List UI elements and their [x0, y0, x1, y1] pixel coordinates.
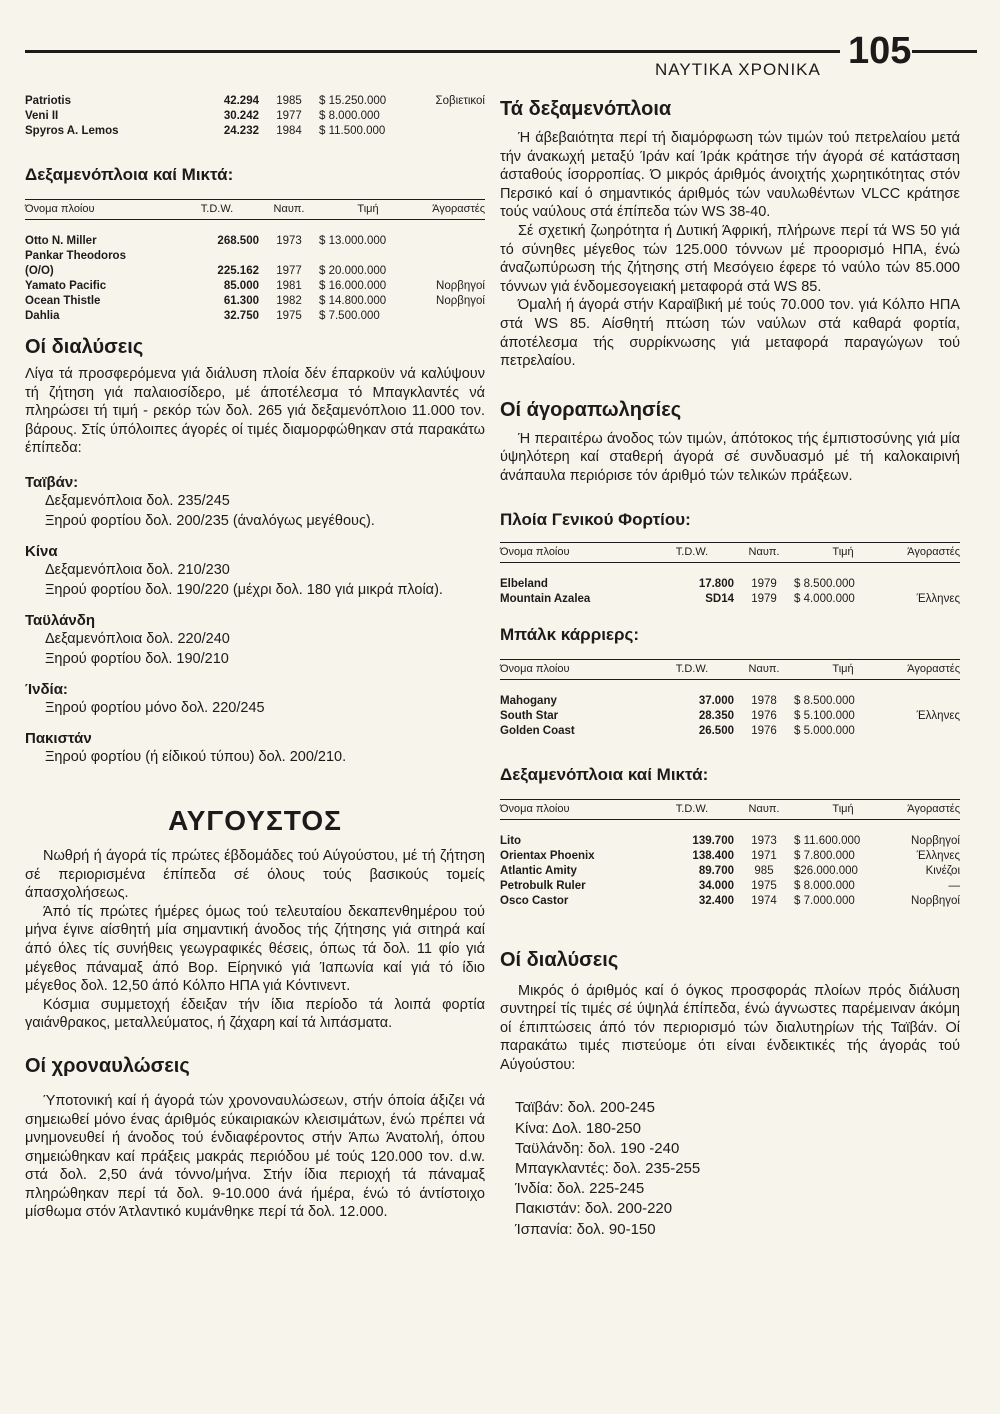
paragraph: Νωθρή ή άγορά τίς πρώτες έβδομάδες τού Αύγούστου, μέ τή ζήτηση σέ περιορισμένα έπίπεδα σέ όλους τούς βασικούς τομείς άπασχολήσεως. [25, 847, 485, 902]
ship-price [319, 249, 417, 264]
paragraph: Σέ σχετική ζωηρότητα ή Δυτική Άφρική, πλήρωνε περί τά WS 50 γιά τό σύνηθες μέγεθος τών 125.000 τόννων μέ προορισμό ΗΠΑ, ένώ άναζωπύρωση τής ζήτησης στή Μεσόγειο έφερε τό ναύλο τών 85.000 τόννων γιά ένδομεσογειακή μεταφορά στά WS 85. [500, 222, 960, 295]
col-header-dwt: T.D.W. [675, 545, 709, 558]
col-header-name: Όνομα πλοίου [500, 545, 570, 558]
price-line: Δεξαμενόπλοια δολ. 220/240 [45, 630, 230, 647]
col-header-built: Ναυπ. [748, 662, 780, 675]
ship-year: 1978 [751, 694, 777, 707]
ship-buyer [417, 309, 485, 324]
table-row [500, 864, 960, 879]
table-header-row [25, 200, 485, 220]
ship-year: 1979 [751, 592, 777, 605]
table-row [25, 279, 485, 294]
page-number: 105 [848, 30, 912, 72]
country-label: Κίνα [25, 542, 58, 560]
ship-buyer: — [948, 879, 960, 892]
price-line: Δεξαμενόπλοια δολ. 210/230 [45, 561, 230, 578]
ship-dwt: 139.700 [692, 834, 734, 847]
tankers-heading: Δεξαμενόπλοια καί Μικτά: [25, 165, 234, 184]
timecharter-heading: Οί χροναυλώσεις [25, 1054, 190, 1077]
col-header-built: Ναυπ. [273, 203, 305, 215]
ship-buyer [892, 694, 960, 709]
col-header-buyers: Άγοραστές [907, 545, 960, 558]
price-line: Ξηρού φορτίου δολ. 190/220 (μέχρι δολ. 180 γιά μικρά πλοία). [45, 581, 443, 598]
ship-dwt: 37.000 [698, 694, 734, 707]
scrap-india [25, 681, 485, 718]
ship-year: 1981 [276, 280, 302, 292]
list-item: Πακιστάν: δολ. 200-220 [515, 1200, 673, 1218]
col-header-built: Ναυπ. [748, 545, 780, 558]
ship-name: South Star [500, 709, 559, 722]
ship-price: $ 7.500.000 [319, 310, 380, 322]
table-row [500, 724, 960, 739]
august-body [25, 847, 485, 1033]
ship-dwt: 26.500 [698, 724, 734, 737]
ship-dwt: 32.750 [223, 310, 259, 322]
ship-year: 985 [754, 864, 774, 877]
list-item: Κίνα: Δολ. 180-250 [515, 1119, 641, 1137]
table-row [500, 694, 960, 709]
ship-price: $ 5.000.000 [794, 724, 855, 737]
ship-name: Petrobulk Ruler [500, 879, 586, 892]
ship-buyer: Νορβηγοί [911, 834, 960, 847]
ship-year: 1973 [751, 834, 777, 847]
col-header-price: Τιμή [832, 802, 854, 815]
list-item: Μπαγκλαντές: δολ. 235-255 [515, 1160, 701, 1178]
ship-buyer: Έλληνες [916, 849, 960, 862]
ship-buyer [417, 264, 485, 279]
ship-year: 1975 [276, 310, 302, 322]
scrap-price-list [500, 1098, 960, 1239]
table-row [25, 309, 485, 324]
bulk-heading: Μπάλκ κάρριερς: [500, 624, 640, 644]
ship-dwt: 85.000 [223, 280, 259, 292]
table-row [25, 124, 485, 139]
tankers-market-heading: Τά δεξαμενόπλοια [500, 98, 672, 120]
ship-dwt: 28.350 [698, 709, 734, 722]
ship-year: 1971 [751, 849, 777, 862]
col-header-name: Όνομα πλοίου [500, 662, 570, 675]
ship-name: Patriotis [25, 95, 72, 107]
ship-price: $ 4.000.000 [794, 592, 855, 605]
ship-name: Lito [500, 834, 522, 847]
ship-price: $ 11.500.000 [319, 125, 386, 137]
paragraph: Ή περαιτέρω άνοδος τών τιμών, άπότοκος τής έμπιστοσύνης γιά μία ύψηλότερη καί σταθερή άγορά σέ συνδυασμό μέ τή καλοκαιρινή άνάπαυλα περιόρισε τόν άριθμό τών τελικών πράξεων. [500, 430, 960, 484]
ship-buyer: Σοβιετικοί [435, 95, 485, 107]
country-label: Ταϊβάν: [25, 473, 79, 491]
ship-year: 1985 [276, 95, 302, 107]
col-header-dwt: T.D.W. [200, 203, 234, 215]
col-header-buyers: Άγοραστές [907, 662, 960, 675]
scrap-thailand [25, 612, 485, 669]
magazine-title: ΝΑΥΤΙΚΑ ΧΡΟΝΙΚΑ [655, 60, 821, 79]
scrap-taiwan [25, 474, 485, 531]
country-label: Πακιστάν [25, 729, 92, 747]
scrap-text: Λίγα τά προσφερόμενα γιά διάλυση πλοία δέν έπαρκοϋν νά καλύψουν τή ζήτηση γιά παλαιοσίδερο, μέ άποτέλεσμα τό Μπαγκλαντές νά πληρώσει τή τιμή - ρεκόρ τών δολ. 265 γιά δεξαμενόπλοιο 11.000 τον. βάρους. Στίς ύπόλοιπες άγορές οί τιμές διαμορφώθηκαν στά παρακάτω έπίπεδα: [25, 366, 485, 457]
ship-name: Dahlia [25, 310, 60, 322]
ship-price: $ 8.000.000 [794, 879, 855, 892]
col-header-name: Όνομα πλοίου [500, 802, 570, 815]
table-row [25, 264, 485, 279]
ship-name: Mountain Azalea [500, 592, 591, 605]
paragraph: Ύποτονική καί ή άγορά τών χρονοναυλώσεων, στήν όποία άξιζει νά σημειωθεί μόνο ένας άριθμός εύκαιριακών κλεισιμάτων, ένώ πρέπει νά μνημονευθεί ή άνοδος τού ένδιαφέροντος στήν Άπω Άνατολή, όπου σημειώθηκαν καί πράξεις μακράς περιόδου μέ τούς 120.000 τον. d.w. στά δολ. 2,50 άνά τόννο/μήνα. Στήν ίδια περιοχή τά πάναμαξ πληρώθηκαν περί τά δολ. 9-10.000 άνά ήμέρα, ένώ τό άντίστοιχο μίσθωμα στόν Άτλαντικό κυμάνθηκε περί τά δολ. 12.000. [25, 1092, 485, 1221]
ship-year: 1973 [276, 235, 302, 247]
ship-name: Golden Coast [500, 724, 575, 737]
ship-name: Osco Castor [500, 894, 569, 907]
col-header-buyers: Άγοραστές [432, 203, 485, 215]
left-column [25, 90, 485, 1222]
col-header-buyers: Άγοραστές [907, 802, 960, 815]
ship-name: Mahogany [500, 694, 557, 707]
ship-dwt: 42.294 [223, 95, 259, 107]
table-row [500, 709, 960, 724]
table-row [500, 834, 960, 849]
tankers-table [25, 199, 485, 324]
scrap-right-heading: Οί διαλύσεις [500, 948, 619, 971]
ship-dwt: 225.162 [217, 265, 259, 277]
list-item: Ταϋλάνδη: δολ. 190 -240 [515, 1139, 680, 1157]
bulk-table [500, 659, 960, 739]
table-row [500, 577, 960, 592]
ship-dwt [175, 249, 259, 264]
table-row [500, 894, 960, 909]
ship-name: Spyros A. Lemos [25, 125, 119, 137]
ship-year: 1975 [751, 879, 777, 892]
ship-price: $ 20.000.000 [319, 265, 387, 277]
paragraph: Μικρός ό άριθμός καί ό όγκος προσφοράς πλοίων πρός διάλυση συντηρεί τίς τιμές σέ ύψηλά έπίπεδα, ένώ άγνωστες παρέμειναν άκόμη οί έπιπτώσεις άπό τόν περιορισμό τών διαλυτηρίων τής Ταϊβάν. Οί παρακάτω τιμές πιστεύομε ότι είναι ένδεικτικές τής άγοράς τού Αύγούστου: [500, 982, 960, 1073]
price-line: Δεξαμενόπλοια δολ. 235/245 [45, 492, 230, 509]
table-row [500, 879, 960, 894]
ship-name: (O/O) [25, 265, 54, 277]
ship-buyer: Έλληνες [916, 592, 960, 605]
ship-year: 1977 [276, 265, 302, 277]
ship-price: $ 14.800.000 [319, 295, 387, 307]
table-row [25, 109, 485, 124]
ship-dwt: 24.232 [223, 125, 259, 137]
ship-name: Elbeland [500, 577, 548, 590]
col-header-dwt: T.D.W. [675, 802, 709, 815]
ship-price: $26.000.000 [794, 864, 858, 877]
ship-name: Veni II [25, 110, 59, 122]
table-row [25, 234, 485, 249]
price-line: Ξηρού φορτίου μόνο δολ. 220/245 [45, 699, 265, 716]
ship-price: $ 7.000.000 [794, 894, 855, 907]
ship-year [259, 249, 319, 264]
ship-price: $ 15.250.000 [319, 95, 387, 107]
header-rule-right [912, 50, 977, 53]
table-row [500, 592, 960, 607]
ship-year: 1982 [276, 295, 302, 307]
ship-year: 1977 [276, 110, 302, 122]
ship-year: 1984 [276, 125, 302, 137]
ship-dwt: 17.800 [698, 577, 734, 590]
ship-price: $ 7.800.000 [794, 849, 855, 862]
ship-buyer [892, 724, 960, 739]
ship-name: Ocean Thistle [25, 295, 101, 307]
col-header-built: Ναυπ. [748, 802, 780, 815]
ship-buyer [417, 124, 485, 139]
country-label: Ταϋλάνδη [25, 611, 95, 629]
ship-price: $ 13.000.000 [319, 235, 387, 247]
tankers-mixed-heading: Δεξαμενόπλοια καί Μικτά: [500, 764, 709, 784]
list-item: Ίνδία: δολ. 225-245 [515, 1180, 645, 1198]
right-column [500, 90, 960, 1240]
country-label: Ίνδία: [25, 680, 68, 698]
ship-dwt: 61.300 [223, 295, 259, 307]
general-cargo-heading: Πλοία Γενικού Φορτίου: [500, 509, 691, 529]
ship-year: 1976 [751, 724, 777, 737]
ship-dwt: 30.242 [223, 110, 259, 122]
ship-price: $ 5.100.000 [794, 709, 855, 722]
table-header-row [500, 659, 960, 679]
ship-name: Otto N. Miller [25, 235, 97, 247]
paragraph: Κόσμια συμμετοχή έδειξαν τήν ίδια περίοδο τά λοιπά φορτία γαιάνθρακος, μεταλλεύματος, ή ζάχαρη καί τά λιπάσματα. [25, 996, 485, 1032]
ship-buyer: Έλληνες [916, 709, 960, 722]
table-row [25, 94, 485, 109]
sales-heading: Οί άγοραπωλησίες [500, 398, 682, 421]
table-header-row [500, 542, 960, 562]
scrap-heading: Οί διαλύσεις [25, 336, 144, 358]
ship-buyer [417, 249, 485, 264]
tankers-market-body [500, 129, 960, 371]
ship-price: $ 16.000.000 [319, 280, 387, 292]
col-header-price: Τιμή [832, 662, 854, 675]
ship-price: $ 8.500.000 [794, 577, 855, 590]
ship-buyer: Νορβηγοί [436, 280, 485, 292]
ship-buyer: Νορβηγοί [436, 295, 485, 307]
paragraph: Ή άβεβαιότητα περί τή διαμόρφωση τών τιμών τού πετρελαίου μετά τήν άνακωχή μεταξύ Ίράν καί Ίράκ κράτησε τήν άγορά σέ κατάσταση άσταθούς ίσορροπίας. Ό μικρός άριθμός άνοιχτής χωρητικότητας στόν Περσικό καί ό σημαντικός άριθμός τών ναυλωθέντων VLCC κράτησε τούς ναύλους στά έπίπεδα τών WS 38-40. [500, 130, 960, 221]
paragraph: Άπό τίς πρώτες ήμέρες όμως τού τελευταίου δεκαπενθημέρου τού μήνα έγινε αίσθητή μία σημαντική άνοδος τής ζήτησης γιά σιτηρά καί άπό όλες τίς συνήθεις γεωγραφικές θέσεις, όπως τά δολ. 11 φίο γιά μέγεθος πάναμαξ άπό Βορ. Είρηνικό γιά Ίαπωνία καί γιά τό ίδιο μέγεθος δολ. 12,50 άπό Κόλπο ΗΠΑ γιά Κόντινεντ. [25, 903, 485, 995]
table-header-row [500, 799, 960, 819]
top-sales-table [25, 94, 485, 139]
ship-dwt: 34.000 [698, 879, 734, 892]
ship-name: Pankar Theodoros [25, 250, 126, 262]
ship-price: $ 8.500.000 [794, 694, 855, 707]
price-line: Ξηρού φορτίου (ή είδικού τύπου) δολ. 200/210. [45, 748, 347, 765]
col-header-name: Όνομα πλοίου [25, 203, 95, 215]
ship-dwt: 89.700 [698, 864, 734, 877]
august-heading: ΑΥΓΟΥΣΤΟΣ [168, 804, 342, 836]
scrap-china [25, 543, 485, 600]
ship-buyer: Νορβηγοί [911, 894, 960, 907]
ship-buyer [892, 577, 960, 592]
table-row [25, 249, 485, 264]
ship-year: 1979 [751, 577, 777, 590]
tankers-mixed-table [500, 799, 960, 909]
header-rule-left [25, 50, 840, 53]
scrap-pakistan [25, 730, 485, 767]
ship-price: $ 11.600.000 [794, 834, 861, 847]
price-line: Ξηρού φορτίου δολ. 190/210 [45, 650, 229, 667]
list-item: Ταϊβάν: δολ. 200-245 [515, 1099, 655, 1117]
ship-price: $ 8.000.000 [319, 110, 380, 122]
ship-dwt: 32.400 [698, 894, 734, 907]
ship-buyer: Κινέζοι [925, 864, 960, 877]
paragraph: Όμαλή ή άγορά στήν Καραϊβική μέ τούς 70.000 τον. γιά Κόλπο ΗΠΑ στά WS 85. Αίσθητή πτώση τών ναύλων στά καθαρά φορτία, άποτέλεσμα τής συρρίκνωσης γιά μεταφορά παραγώγων τού πετρελαίου. [500, 297, 960, 370]
ship-name: Atlantic Amity [500, 864, 577, 877]
table-row [25, 294, 485, 309]
price-line: Ξηρού φορτίου δολ. 200/235 (άναλόγως μεγέθους). [45, 512, 375, 529]
ship-year: 1976 [751, 709, 777, 722]
general-cargo-table [500, 542, 960, 607]
list-item: Ίσπανία: δολ. 90-150 [515, 1220, 656, 1238]
ship-dwt: SD14 [705, 592, 734, 605]
ship-dwt: 268.500 [217, 235, 259, 247]
col-header-price: Τιμή [357, 203, 379, 215]
col-header-dwt: T.D.W. [675, 662, 709, 675]
ship-dwt: 138.400 [692, 849, 734, 862]
ship-name: Orientax Phoenix [500, 849, 595, 862]
ship-name: Yamato Pacific [25, 280, 107, 292]
table-row [500, 849, 960, 864]
ship-buyer [417, 234, 485, 249]
ship-buyer [417, 109, 485, 124]
ship-year: 1974 [751, 894, 777, 907]
col-header-price: Τιμή [832, 545, 854, 558]
